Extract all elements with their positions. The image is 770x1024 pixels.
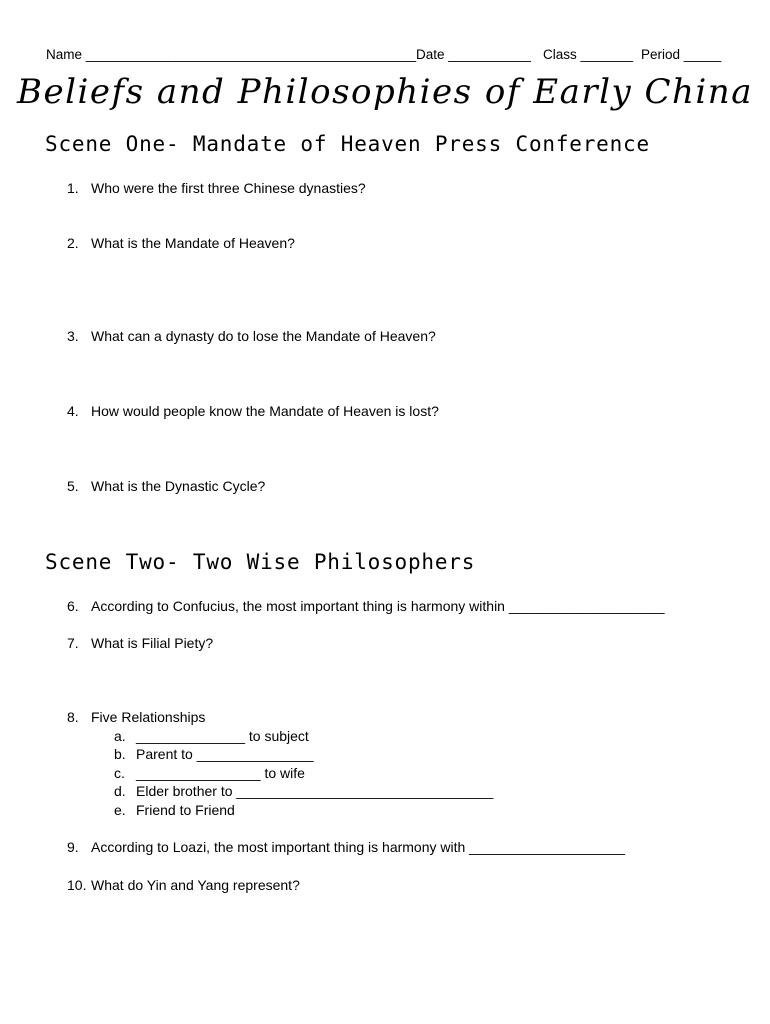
question-text: What is Filial Piety? — [91, 635, 214, 651]
relationship-text: ______________ to subject — [136, 728, 309, 744]
question-9 — [67, 839, 625, 855]
name-field[interactable]: Name ____________________________________________ — [46, 47, 417, 62]
question-text: What is the Dynastic Cycle? — [91, 478, 266, 494]
relationship-text: Parent to _______________ — [136, 746, 314, 762]
page-title: Beliefs and Philosophies of Early China — [17, 72, 753, 112]
relationship-letter: d. — [114, 783, 126, 799]
question-8 — [67, 709, 205, 725]
question-number: 4. — [67, 403, 79, 419]
question-number: 9. — [67, 839, 79, 855]
question-text: How would people know the Mandate of Heaven is lost? — [91, 403, 439, 419]
date-field[interactable]: Date ___________ — [416, 47, 531, 62]
question-7 — [67, 635, 213, 651]
question-text: What is the Mandate of Heaven? — [91, 235, 295, 251]
period-field[interactable]: Period _____ — [641, 47, 722, 62]
class-field[interactable]: Class _______ — [543, 47, 634, 62]
question-number: 2. — [67, 235, 79, 251]
relationship-letter: e. — [114, 802, 126, 818]
question-number: 1. — [67, 180, 79, 196]
question-number: 8. — [67, 709, 79, 725]
question-6 — [67, 598, 665, 614]
student-info-header — [46, 47, 722, 62]
relationship-letter: b. — [114, 746, 126, 762]
question-number: 10. — [67, 877, 87, 893]
relationship-letter: a. — [114, 728, 126, 744]
question-text: According to Confucius, the most important thing is harmony within ____________________ — [91, 598, 665, 614]
relationship-item — [114, 746, 314, 762]
question-number: 6. — [67, 598, 79, 614]
scene-two-heading: Scene Two- Two Wise Philosophers — [45, 550, 476, 574]
question-text: What can a dynasty do to lose the Mandate of Heaven? — [91, 328, 436, 344]
question-2 — [67, 235, 295, 251]
relationship-item — [114, 783, 493, 799]
relationship-text: ________________ to wife — [136, 765, 305, 781]
relationship-letter: c. — [114, 765, 125, 781]
question-text: What do Yin and Yang represent? — [91, 877, 300, 893]
question-10 — [67, 877, 300, 893]
question-number: 5. — [67, 478, 79, 494]
question-3 — [67, 328, 436, 344]
relationship-item — [114, 802, 235, 818]
question-text: Who were the first three Chinese dynasties? — [91, 180, 366, 196]
relationship-item — [114, 765, 305, 781]
question-5 — [67, 478, 265, 494]
question-text: According to Loazi, the most important thing is harmony with ____________________ — [91, 839, 625, 855]
question-1 — [67, 180, 366, 196]
question-4 — [67, 403, 439, 419]
relationship-item — [114, 728, 309, 744]
scene-one-heading: Scene One- Mandate of Heaven Press Conference — [45, 132, 650, 156]
question-number: 3. — [67, 328, 79, 344]
question-number: 7. — [67, 635, 79, 651]
relationship-text: Elder brother to _________________________________ — [136, 783, 494, 799]
relationship-text: Friend to Friend — [136, 802, 235, 818]
question-text: Five Relationships — [91, 709, 206, 725]
